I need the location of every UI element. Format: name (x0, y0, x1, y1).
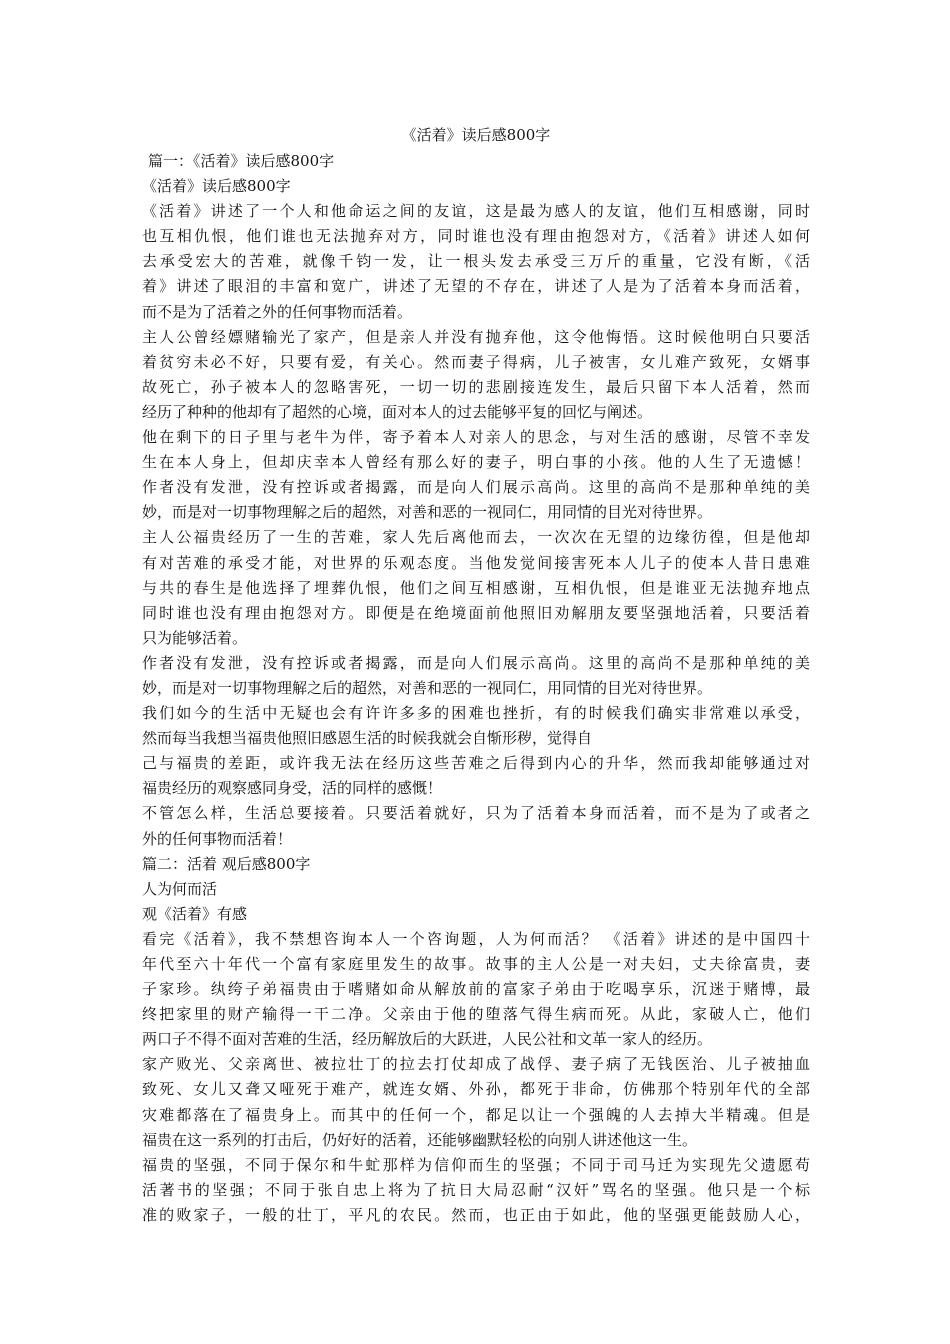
text-line: 妙，而是对一切事物理解之后的超然，对善和恶的一视同仁，用同情的目光对待世界。 (142, 503, 713, 522)
text-line: 致死、女儿又聋又哑死于难产，就连女婿、外孙，都死于非命，仿佛那个特别年代的全部 (142, 1080, 810, 1099)
text-line: 同时谁也没有理由抱怨对方。即便是在绝境面前他照旧劝解朋友要坚强地活着，只要活着 (142, 603, 810, 622)
text-line: 主人公曾经嫖赌输光了家产，但是亲人并没有抛弃他，这令他悔悟。这时候他明白只要活 (142, 327, 810, 346)
text-line: 经历了种种的他却有了超然的心境，面对本人的过去能够平复的回忆与阐述。 (142, 402, 653, 421)
text-line: 他在剩下的日子里与老牛为伴，寄予着本人对亲人的思念，与对生活的感谢，尽管不幸发 (142, 428, 810, 447)
text-line: 然而每当我想当福贵他照旧感恩生活的时候我就会自惭形秽，觉得自 (142, 729, 593, 748)
text-line: 活著书的坚强；不同于张自忠上将为了抗日大局忍耐“汉奸”骂名的坚强。他只是一个标 (142, 1180, 810, 1199)
text-line: 福贵的坚强，不同于保尔和牛虻那样为信仰而生的坚强；不同于司马迁为实现先父遗愿苟 (142, 1155, 810, 1174)
text-line: 不管怎么样，生活总要接着。只要活着就好，只为了活着本身而活着，而不是为了或者之 (142, 804, 810, 823)
text-line: 《活着》讲述了一个人和他命运之间的友谊，这是最为感人的友谊，他们互相感谢，同时 (142, 202, 810, 221)
document-page (142, 125, 810, 1228)
text-line: 子家珍。纨绔子弟福贵由于嗜赌如命从解放前的富家子弟由于吃喝享乐，沉迷于赌博，最 (142, 980, 810, 999)
text-line: 主人公福贵经历了一生的苦难，家人先后离他而去，一次次在无望的边缘彷徨，但是他却 (142, 528, 810, 547)
text-line: 与共的春生是他选择了埋葬仇恨，他们之间互相感谢，互相仇恨，但是谁亚无法抛弃地点 (142, 578, 810, 597)
text-line: 我们如今的生活中无疑也会有许许多多的困难也挫折，有的时候我们确实非常难以承受， (142, 704, 810, 723)
text-line: 去承受宏大的苦难，就像千钧一发，让一根头发去承受三万斤的重量，它没有断，《活 (142, 252, 810, 271)
text-line: 《活着》读后感800字 (142, 177, 291, 196)
text-line: 着贫穷未必不好，只要有爱，有关心。然而妻子得病，儿子被害，女儿难产致死，女婿事 (142, 352, 810, 371)
text-line: 准的败家子，一般的壮丁，平凡的农民。然而，也正由于如此，他的坚强更能鼓励人心， (142, 1205, 810, 1224)
text-line: 灾难都落在了福贵身上。而其中的任何一个，都足以让一个强魄的人去掉大半精魂。但是 (142, 1105, 810, 1124)
text-line: 而不是为了活着之外的任何事物而活着。 (142, 302, 413, 321)
text-line: 福贵经历的观察感同身受，活的同样的感慨！ (142, 779, 443, 798)
document-title: 《活着》读后感800字 (401, 126, 551, 144)
text-line: 生在本人身上，但却庆幸本人曾经有那么好的妻子，明白事的小孩。他的人生了无遗憾！ (142, 453, 810, 472)
text-line: 看完《活着》，我不禁想咨询本人一个咨询题，人为何而活？ 《活着》讲述的是中国四十 (142, 929, 810, 948)
text-line: 终把家里的财产输得一干二净。父亲由于他的堕落气得生病而死。从此，家破人亡，他们 (142, 1005, 810, 1024)
document-body (142, 149, 810, 1228)
text-line: 作者没有发泄，没有控诉或者揭露，而是向人们展示高尚。这里的高尚不是那种单纯的美 (142, 478, 810, 497)
text-line: 着》讲述了眼泪的丰富和宽广，讲述了无望的不存在，讲述了人是为了活着本身而活着， (142, 277, 810, 296)
text-line: 有对苦难的承受才能，对世界的乐观态度。当他发觉间接害死本人儿子的使本人昔日患难 (142, 553, 810, 572)
text-line: 故死亡，孙子被本人的忽略害死，一切一切的悲剧接连发生，最后只留下本人活着，然而 (142, 377, 810, 396)
text-line: 福贵在这一系列的打击后，仍好好的活着，还能够幽默轻松的向别人讲述他这一生。 (142, 1130, 698, 1149)
text-line: 己与福贵的差距，或许我无法在经历这些苦难之后得到内心的升华，然而我却能够通过对 (142, 754, 810, 773)
text-line: 篇一：《活着》读后感800字 (148, 152, 335, 170)
text-line: 妙，而是对一切事物理解之后的超然，对善和恶的一视同仁，用同情的目光对待世界。 (142, 678, 713, 697)
text-line: 只为能够活着。 (142, 628, 248, 647)
text-line: 年代至六十年代一个富有家庭里发生的故事。故事的主人公是一对夫妇，丈夫徐富贵，妻 (142, 955, 810, 973)
text-line: 家产败光、父亲离世、被拉壮丁的拉去打仗却成了战俘、妻子病了无钱医治、儿子被抽血 (142, 1055, 810, 1074)
text-line: 两口子不得不面对苦难的生活，经历解放后的大跃进，人民公社和文革一家人的经历。 (142, 1030, 713, 1049)
text-line: 外的任何事物而活着！ (142, 829, 293, 848)
text-line: 篇二：活着 观后感800字 (142, 854, 311, 873)
text-line: 观《活着》有感 (142, 904, 248, 923)
text-line: 人为何而活 (142, 879, 218, 898)
text-line: 作者没有发泄，没有控诉或者揭露，而是向人们展示高尚。这里的高尚不是那种单纯的美 (142, 653, 810, 672)
text-line: 也互相仇恨，他们谁也无法抛弃对方，同时谁也没有理由抱怨对方，《活着》讲述人如何 (142, 227, 810, 246)
